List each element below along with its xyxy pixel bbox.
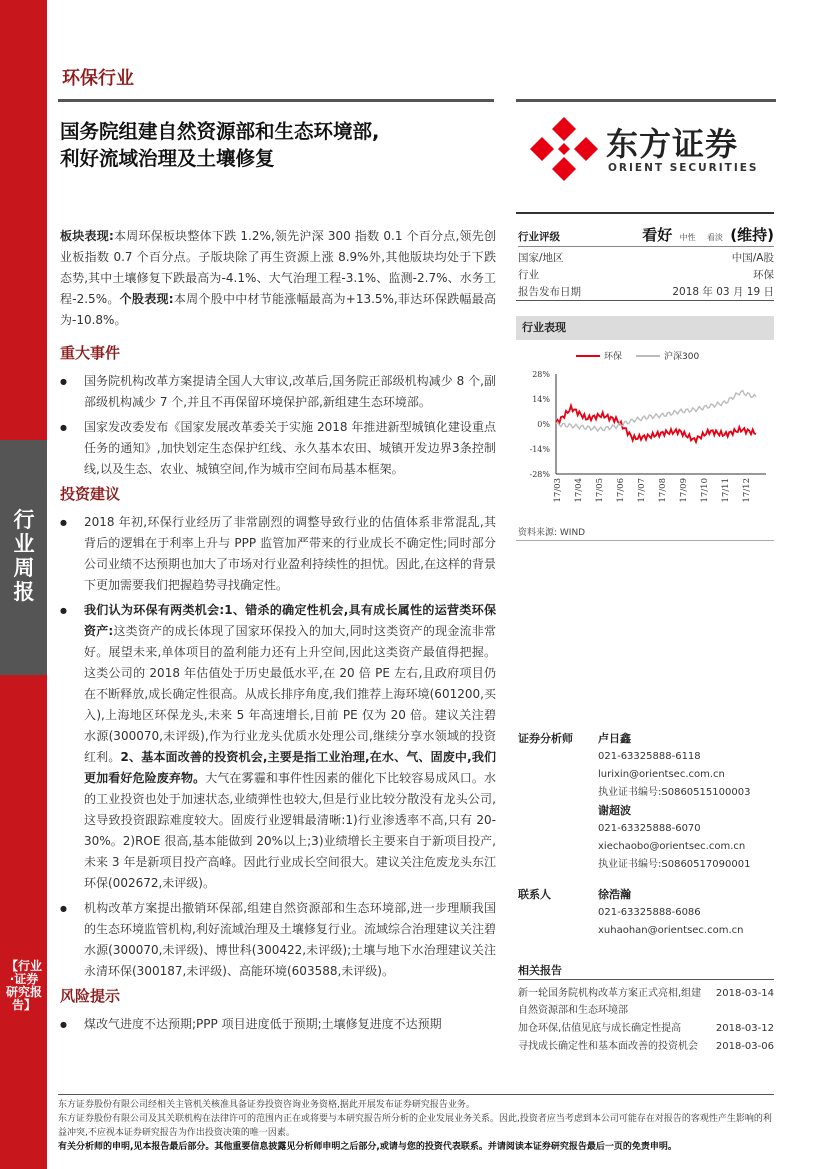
- related-date: 2018-03-14: [715, 988, 774, 999]
- report-title: [60, 118, 500, 172]
- analyst-tel: 021-63325888-6118: [598, 751, 701, 762]
- sector-title: 环保行业: [62, 68, 134, 89]
- advice-item: ● 机构改革方案提出撤销环保部,组建自然资源部和生态环境部,进一步理顺我国的生态环境监管机构,利好流域治理及土壤修复行业。流域综合治理建议关注碧水源(300070,未评级)、博世科(300422,未评级);土壤与地下水治理建议关注永清环保(300187,未评级)、高能环境(603588,未评级)。: [60, 898, 496, 982]
- sector-performance-text: 本周环保板块整体下跌 1.2%,领先沪深 300 指数 0.1 个百分点,领先创业板指数 0.7 个百分点。子版块除了再生资源上涨 8.9%外,其他版块均处于下跌态势,其中土壤修复下跌最高为-4.1%、大气治理工程-3.1%、监测-2.7%、水务工程-2.5%。: [60, 229, 496, 306]
- y-tick-label: 28%: [532, 370, 550, 379]
- event-item: ● 国家发改委发布《国家发展改革委关于实施 2018 年推进新型城镇化建设重点任务的通知》,加快划定生态保护红线、永久基本农田、城镇开发边界3条控制线,以及生态、农业、城镇空间,作为城市空间布局基本框架。: [60, 417, 496, 480]
- analyst-email[interactable]: lurixin@orientsec.com.cn: [598, 769, 725, 780]
- rating-bottom-rule: [516, 300, 774, 301]
- y-tick-label: 14%: [532, 395, 550, 404]
- event-item: ● 国务院机构改革方案提请全国人大审议,改革后,国务院正部级机构减少 8 个,副部级机构减少 7 个,并且不再保留环境保护部,新组建生态环境部。: [60, 371, 496, 413]
- header-rule-left: [58, 99, 494, 102]
- info-key: 行业: [518, 269, 539, 281]
- related-title[interactable]: 寻找成长确定性和基本面改善的投资机会: [518, 1041, 698, 1052]
- info-key: 报告发布日期: [518, 286, 581, 298]
- analyst-name: 卢日鑫: [598, 732, 631, 745]
- x-tick-label: 17/04: [574, 478, 584, 503]
- footer-line: 有关分析师的申明,见本报告最后部分。其他重要信息披露见分析师申明之后部分,或请与您的投资代表联系。并请阅读本证券研究报告最后一页的免责申明。: [58, 1142, 677, 1152]
- x-tick-label: 17/12: [742, 478, 752, 503]
- events-heading: 重大事件: [60, 344, 121, 362]
- analyst-name: 谢超波: [598, 804, 631, 817]
- title-line-2: 利好流域治理及土壤修复: [60, 147, 275, 170]
- related-title[interactable]: 新一轮国务院机构改革方案正式亮相,组建自然资源部和生态环境部: [518, 988, 702, 1016]
- legend-label: 环保: [604, 352, 623, 362]
- x-tick-label: 17/09: [679, 478, 689, 503]
- rating-keep: (维持): [730, 226, 774, 244]
- chart-panel-title: 行业表现: [516, 316, 774, 340]
- related-date: 2018-03-12: [715, 1023, 774, 1034]
- risk-item: ● 煤改气进度不达预期;PPP 项目进度低于预期;土壤修复进度不达预期: [60, 1014, 496, 1035]
- report-type-label: 行业周报: [13, 508, 35, 604]
- footer-line: 东方证券股份有限公司及其关联机构在法律许可的范围内正在或将要与本研究报告所分析的企业发展业务关系。因此,投资者应当考虑到本公司可能存在对报告的客观性产生影响的利益冲突,不应视本证券研究报告为作出投资决策的唯一因素。: [58, 1114, 772, 1138]
- analyst-tel: 021-63325888-6070: [598, 823, 701, 834]
- rating-mid2: 看淡: [706, 233, 723, 242]
- sector-performance-paragraph: [60, 226, 496, 331]
- x-tick-label: 17/10: [700, 478, 710, 503]
- y-tick-label: 0%: [537, 420, 550, 429]
- sector-performance-label: 板块表现:: [60, 229, 114, 243]
- x-tick-label: 17/07: [637, 478, 647, 503]
- advice-text: 大气在雾霾和事件性因素的催化下比较容易成风口。水的工业投资也处于加速状态,业绩弹性也较大,但是行业比较分散没有龙头公司,这导致投资跟踪难度较大。固废行业逻辑最清晰:1)行业渗透率不高,只有 20-30%。2)ROE 很高,基本能做到 20%以上;3)业绩增长主要来自于新项目投产,未来 3 年是新项目投产高峰。因此行业成长空间很大。建议关注危废龙头东江环保(002672,未评级)。: [84, 771, 496, 890]
- related-heading: 相关报告: [518, 962, 774, 980]
- footer-line: 东方证券股份有限公司经相关主管机关核准具备证券投资咨询业务资格,据此开展发布证券研究报告业务。: [58, 1100, 475, 1110]
- analyst-cert: 执业证书编号:S0860515100003: [598, 787, 751, 798]
- rating-mid1: 中性: [679, 233, 696, 242]
- title-line-1: 国务院组建自然资源部和生态环境部,: [60, 120, 380, 143]
- report-category-label: 【行业·证券研究报告】: [6, 959, 43, 1012]
- y-tick-label: -14%: [529, 445, 550, 454]
- contact-email[interactable]: xuhaohan@orientsec.com.cn: [598, 925, 744, 936]
- info-key: 国家/地区: [518, 252, 564, 264]
- x-tick-label: 17/08: [658, 478, 668, 503]
- rating-row: [518, 223, 774, 247]
- logo-mark-icon: [528, 115, 600, 185]
- rating-values: [642, 223, 774, 250]
- info-row-industry: [518, 267, 774, 284]
- analyst-info: [598, 730, 774, 874]
- analyst-role: 证券分析师: [518, 732, 573, 745]
- contact-tel: 021-63325888-6086: [598, 907, 701, 918]
- contact-name: 徐浩瀚: [598, 888, 631, 901]
- analyst-block: [518, 730, 774, 874]
- x-tick-label: 17/11: [721, 478, 731, 503]
- chart-source: 资料来源: WIND: [518, 528, 586, 538]
- legend-label: 沪深300: [664, 352, 700, 362]
- logo-text-en: ORIENT SECURITIES: [608, 162, 759, 174]
- logo-text-cn: 东方证券: [606, 125, 739, 163]
- related-item[interactable]: [518, 985, 774, 1019]
- contact-block: [518, 886, 774, 940]
- rating-label: 行业评级: [518, 231, 560, 243]
- related-item[interactable]: [518, 1038, 774, 1055]
- related-date: 2018-03-06: [715, 1041, 774, 1052]
- main-content: [60, 226, 496, 1039]
- info-row-region: [518, 250, 774, 267]
- x-tick-label: 17/05: [595, 478, 605, 503]
- stock-performance-text: 本周个股中中材节能涨幅最高为+13.5%,菲达环保跌幅最高为-10.8%。: [60, 292, 496, 327]
- related-title[interactable]: 加仓环保,估值见底与成长确定性提高: [518, 1023, 682, 1034]
- related-reports: [518, 962, 774, 1056]
- series-line-huanbao: [556, 406, 756, 442]
- chart-bottom-rule: [516, 540, 774, 541]
- advice-bold: 2、基本面改善的投资机会,主要是指工业治理,在水、气、固废中,我们更加看好危险废弃物。: [84, 750, 496, 785]
- rating-top-rule: [516, 212, 774, 214]
- x-tick-label: 17/06: [616, 478, 626, 503]
- info-value: 2018 年 03 月 19 日: [672, 286, 774, 298]
- orient-logo: [528, 115, 778, 185]
- contact-role: 联系人: [518, 888, 551, 901]
- info-row-date: [518, 284, 774, 301]
- y-tick-label: -28%: [529, 470, 550, 479]
- info-value: 环保: [753, 269, 774, 281]
- rating-panel: [518, 223, 774, 301]
- header-rule-right: [516, 99, 776, 102]
- advice-bold: 我们认为环保有两类机会:1、错杀的确定性机会,具有成长属性的运营类环保资产:: [84, 603, 496, 638]
- contact-info: [598, 886, 774, 940]
- analyst-panel: [518, 730, 774, 940]
- advice-item: ● 2018 年初,环保行业经历了非常剧烈的调整导致行业的估值体系非常混乱,其背后的逻辑在于利率上升与 PPP 监管加严带来的行业成长不确定性;同时部分公司业绩不达预期也加大了市场对行业盈利持续性的担忧。因此,在这样的背景下更加需要我们把握趋势寻找确定性。: [60, 512, 496, 596]
- advice-text: 这类资产的成长体现了国家环保投入的加大,同时这类资产的现金流非常好。展望未来,单体项目的盈利能力还有上升空间,因此这类资产最值得把握。这类公司的 2018 年估值处于历史最低水平,在 20 倍 PE 左右,且政府项目仍在不断释放,成长确定性很高。从成长排序角度,我们推荐上海环境(601200,买入),上海地区环保龙头,未来 5 年高速增长,目前 PE 仅为 20 倍。建议关注碧水源(300070,未评级),作为行业龙头优质水处理公司,继续分享水领域的投资红利。: [84, 624, 496, 764]
- industry-performance-chart: [516, 344, 774, 520]
- x-tick-label: 17/03: [553, 478, 563, 503]
- risk-heading: 风险提示: [60, 987, 121, 1005]
- advice-heading: 投资建议: [60, 485, 121, 503]
- footer: [58, 1098, 774, 1154]
- series-line-hs300: [556, 391, 756, 432]
- footer-rule: [58, 1094, 774, 1095]
- stock-performance-label: 个股表现:: [119, 292, 174, 306]
- advice-item: [60, 600, 496, 894]
- analyst-email[interactable]: xiechaobo@orientsec.com.cn: [598, 841, 746, 852]
- info-value: 中国/A股: [731, 252, 774, 264]
- analyst-cert: 执业证书编号:S0860517090001: [598, 859, 751, 870]
- rating-value: 看好: [642, 226, 673, 244]
- related-item[interactable]: [518, 1020, 774, 1037]
